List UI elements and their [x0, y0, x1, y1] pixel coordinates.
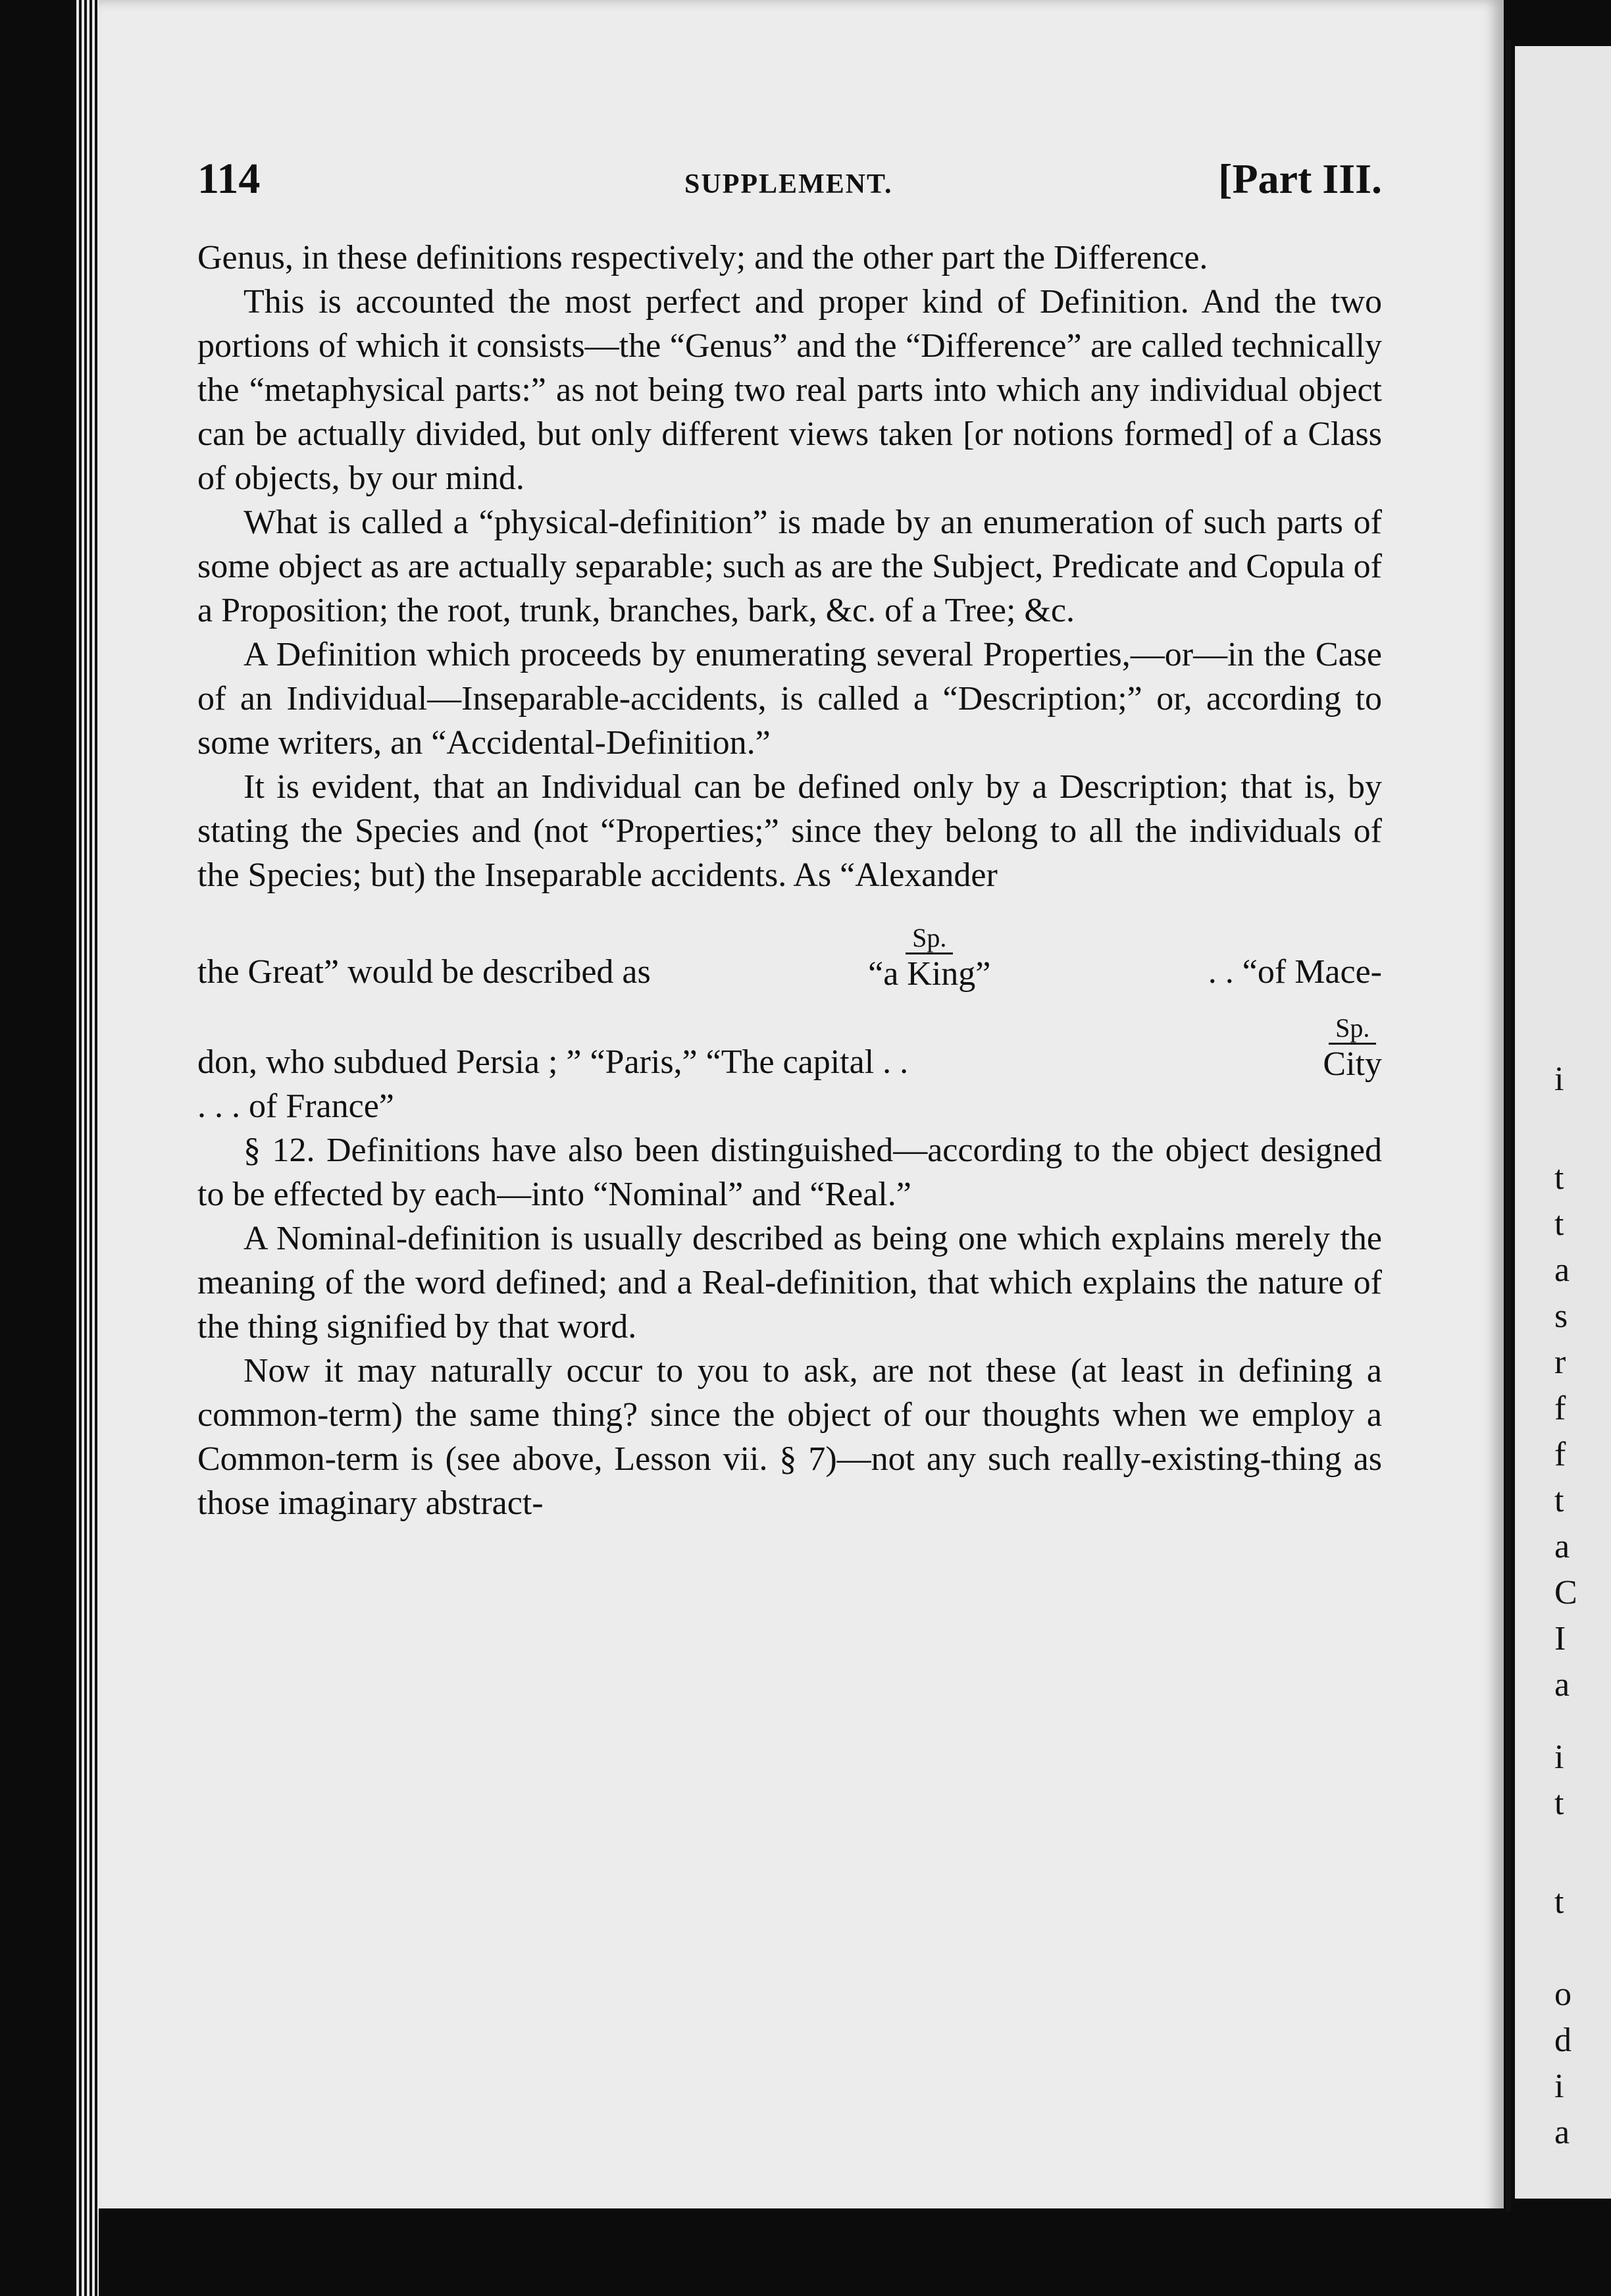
adjacent-page-fragment: i	[1554, 1060, 1564, 1098]
species-marker-2	[1323, 1014, 1382, 1084]
page-number: 114	[197, 155, 261, 203]
paragraph-5: It is evident, that an Individual can be defined only by a Description; that is, by stating the Species and (not “Properties;” since they belong to all the individuals of the Species; but) the Inseparable accidents. As “Alexander	[197, 768, 1382, 894]
paragraph-3: What is called a “physical-definition” is made by an enumeration of such parts of some object as are actually separable; such as are the Subject, Predicate and Copula of a Proposition; the root, trunk, branches, bark, &c. of a Tree; &c.	[197, 504, 1382, 629]
adjacent-page-fragment: t	[1554, 1883, 1564, 1921]
adjacent-page-fragment: t	[1554, 1205, 1564, 1243]
adjacent-page-fragment: o	[1554, 1975, 1572, 2013]
adjacent-page-fragment: t	[1554, 1482, 1564, 1519]
page-text	[197, 157, 1382, 1525]
adjacent-page-fragment: i	[1554, 1738, 1564, 1776]
adjacent-page-fragment: I	[1554, 1620, 1566, 1657]
adjacent-page-fragment: a	[1554, 1251, 1570, 1289]
species-label: Sp.	[1329, 1014, 1376, 1045]
adjacent-page-fragment: f	[1554, 1390, 1566, 1427]
adjacent-page-fragment: t	[1554, 1159, 1564, 1197]
example-paris	[197, 1014, 1382, 1084]
species-term: “a King”	[868, 955, 991, 993]
example-2-before: don, who subdued Persia ; ” “Paris,” “The capital . .	[197, 1043, 909, 1081]
adjacent-page-fragment: r	[1554, 1344, 1566, 1381]
example-1-before: the Great” would be described as	[197, 953, 651, 991]
paragraph-section-12: § 12. Definitions have also been distinguished—according to the object designed to be effected by each—into “Nominal” and “Real.”	[197, 1132, 1382, 1213]
species-label: Sp.	[906, 924, 953, 954]
adjacent-page-fragment: t	[1554, 1785, 1564, 1822]
adjacent-page	[1515, 46, 1611, 2199]
adjacent-page-fragment: a	[1554, 1528, 1570, 1565]
adjacent-page-fragment: a	[1554, 1666, 1570, 1704]
running-head: SUPPLEMENT.	[684, 169, 893, 199]
page-bottom-edge	[99, 2208, 1504, 2296]
adjacent-page-fragment: d	[1554, 2022, 1572, 2059]
adjacent-page-fragment: C	[1554, 1574, 1577, 1611]
adjacent-page-fragment: a	[1554, 2114, 1570, 2151]
paragraph-4: A Definition which proceeds by enumerating several Properties,—or—in the Case of an Individual—Inseparable-accidents, is called a “Description;” or, according to some writers, an “Accidental-Definition.”	[197, 636, 1382, 762]
page-gutter	[1506, 39, 1511, 2212]
example-1-after: . . “of Mace-	[1208, 953, 1382, 991]
paragraph-2: This is accounted the most perfect and proper kind of Definition. And the two portions of which it consists—the “Genus” and the “Difference” are called technically the “metaphysical parts:” as not being two real parts into which any individual object can be actually divided, but only different views taken [or notions formed] of a Class of objects, by our mind.	[197, 283, 1382, 497]
example-alexander	[197, 924, 1382, 994]
book-spine	[76, 0, 99, 2296]
paragraph-1: Genus, in these definitions respectively; and the other part the Difference.	[197, 239, 1208, 276]
page-header	[197, 157, 1382, 222]
adjacent-page-fragment: f	[1554, 1436, 1566, 1473]
part-label: [Part III.	[1218, 155, 1382, 202]
example-2-continuation: . . . of France”	[197, 1087, 394, 1125]
adjacent-page-fragment: s	[1554, 1297, 1568, 1335]
paragraph-nominal: A Nominal-definition is usually described as being one which explains merely the meaning of the word defined; and a Real-definition, that which explains the nature of the thing signified by that word.	[197, 1220, 1382, 1345]
paragraph-question: Now it may naturally occur to you to ask, are not these (at least in defining a common-term) the same thing? since the object of our thoughts when we employ a Common-term is (see above, Lesson vii. § 7)—not any such really-existing-thing as those imaginary abstract-	[197, 1352, 1382, 1522]
species-marker-1	[868, 924, 990, 994]
species-term: City	[1323, 1045, 1382, 1083]
adjacent-page-fragment: i	[1554, 2068, 1564, 2105]
